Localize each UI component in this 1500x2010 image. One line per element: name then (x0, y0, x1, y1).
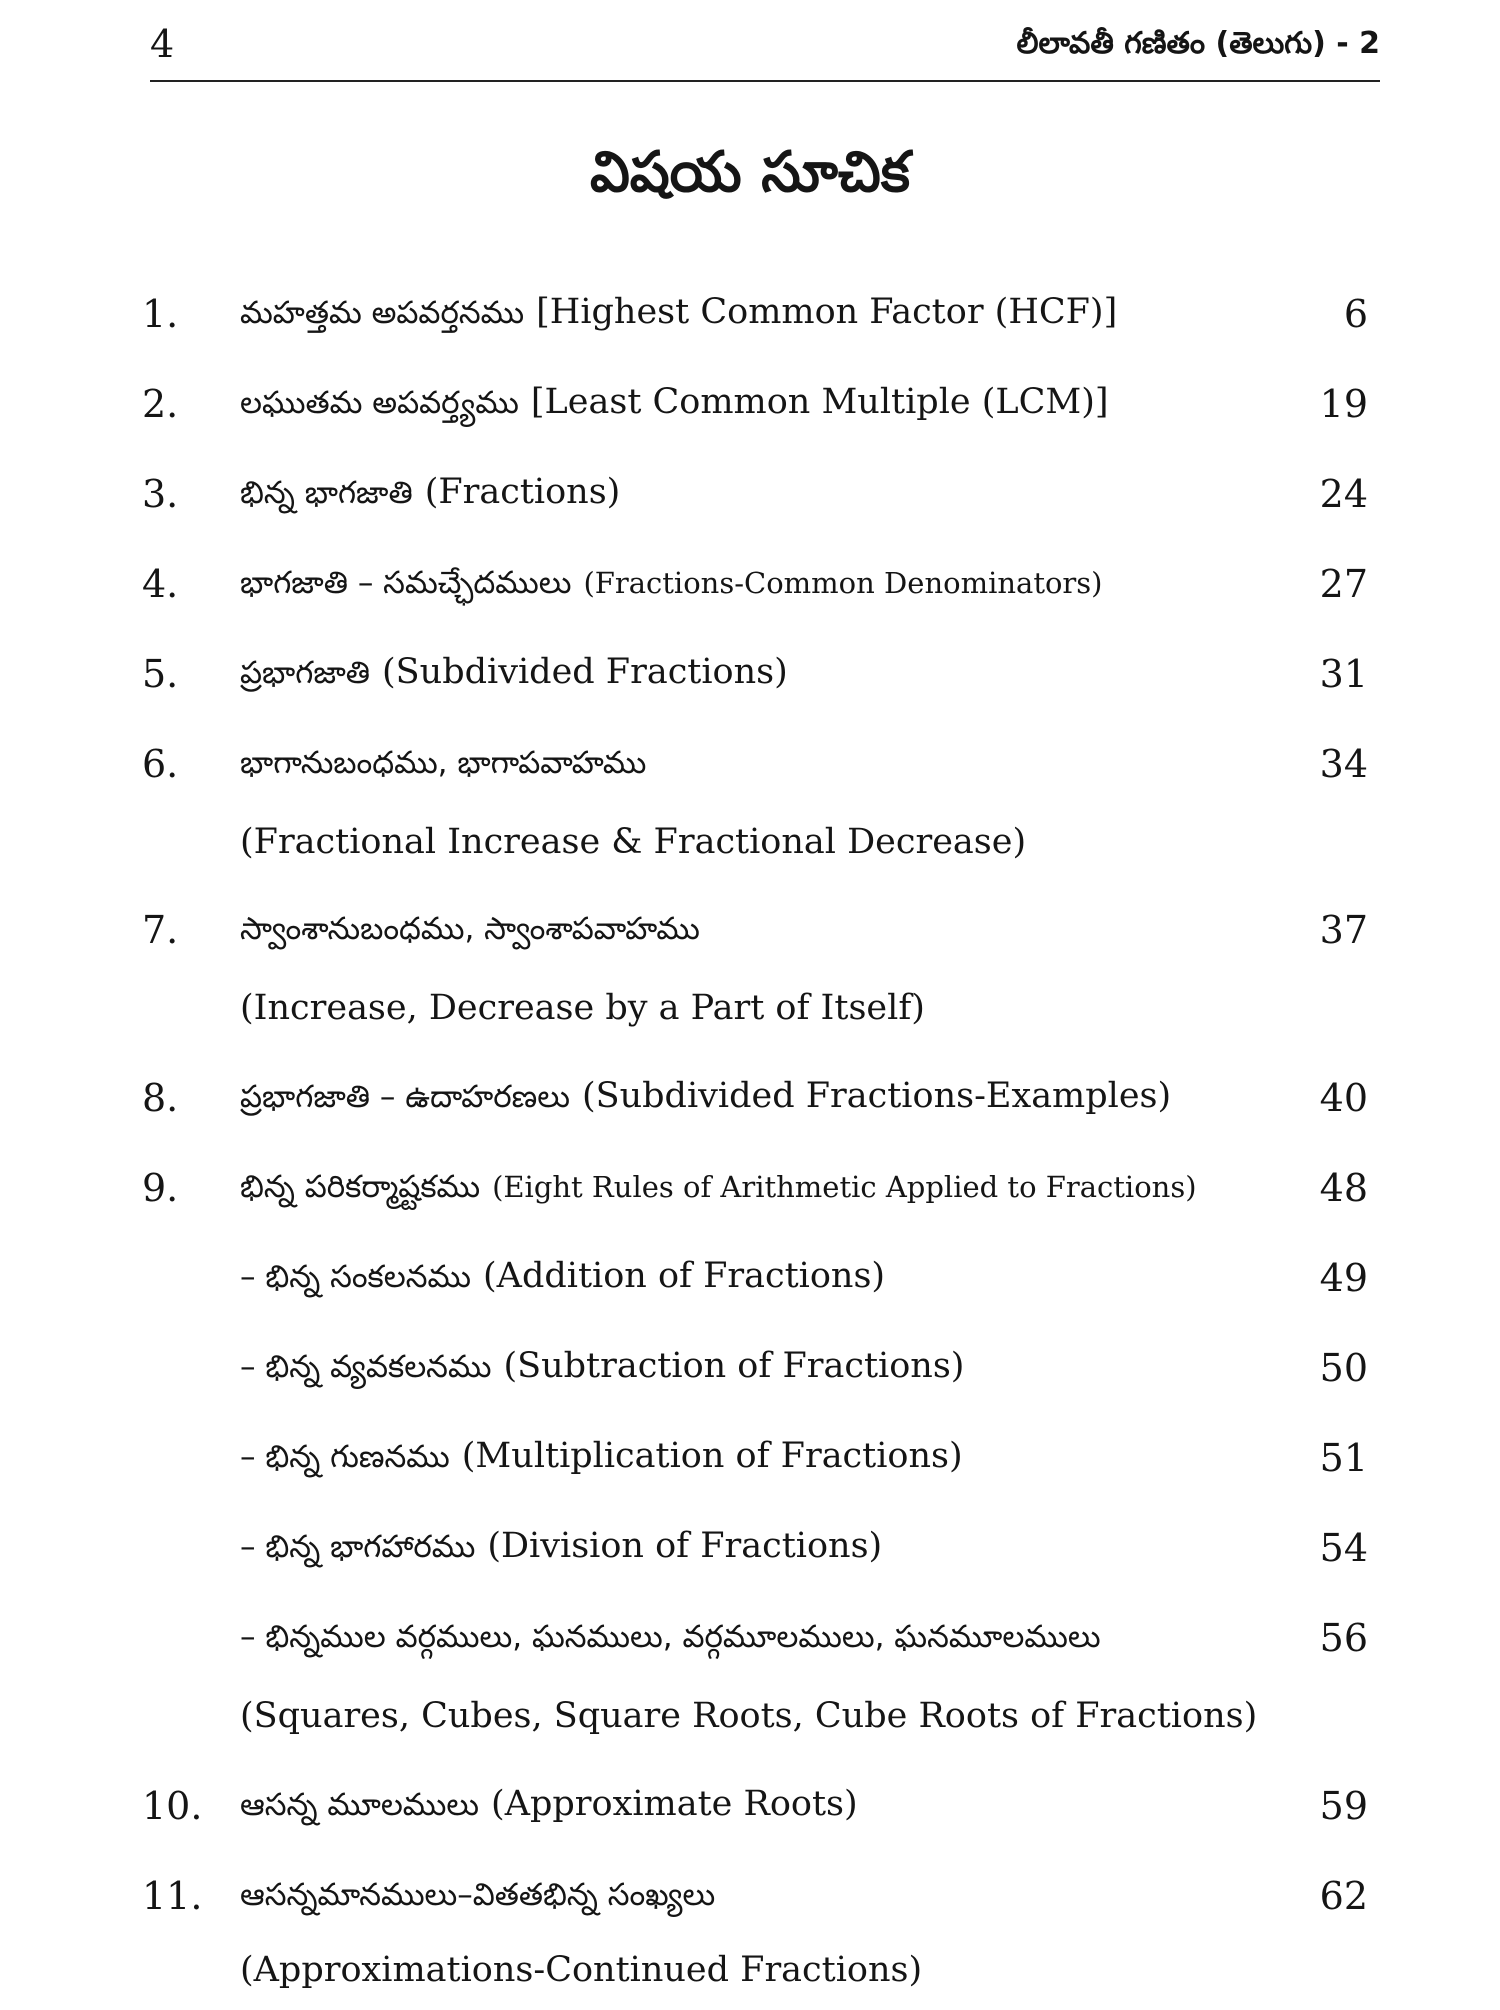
entry-title-telugu: – భిన్న భాగహారము (240, 1529, 476, 1565)
entry-title (240, 472, 1290, 518)
entry-title (240, 1874, 1290, 1920)
entry-page: 24 (1319, 472, 1368, 516)
entry-title-telugu: – భిన్న వ్యవకలనము (240, 1349, 492, 1385)
entry-page: 40 (1319, 1076, 1368, 1120)
entry-number: 7. (142, 908, 179, 952)
entry-title (240, 1616, 1290, 1662)
entry-title-english: (Addition of Fractions) (483, 1256, 886, 1296)
toc-entry-8[interactable] (0, 1076, 1500, 1136)
toc-entry-1[interactable] (0, 292, 1500, 352)
entry-title-english: (Eight Rules of Arithmetic Applied to Fractions) (492, 1170, 1197, 1204)
entry-title-telugu: భిన్న భాగజాతి (240, 475, 413, 511)
entry-page: 62 (1319, 1874, 1368, 1918)
entry-title-telugu: భాగానుబంధము, భాగాపవాహము (240, 745, 647, 781)
entry-number: 9. (142, 1166, 179, 1210)
toc-entry-6-continuation (0, 822, 1500, 882)
entry-title (240, 908, 1290, 954)
entry-page: 54 (1319, 1526, 1368, 1570)
entry-number: 11. (142, 1874, 203, 1918)
entry-title (240, 292, 1290, 338)
entry-title-english: [Highest Common Factor (HCF)] (536, 292, 1118, 332)
toc-entry-9[interactable] (0, 1166, 1500, 1226)
toc-entry-7[interactable] (0, 908, 1500, 968)
entry-page: 56 (1319, 1616, 1368, 1660)
toc-title: విషయ సూచిక (589, 140, 911, 205)
toc-entry-6[interactable] (0, 742, 1500, 802)
entry-title (240, 1346, 1290, 1392)
entry-number: 5. (142, 652, 179, 696)
entry-page: 27 (1319, 562, 1368, 606)
entry-number: 8. (142, 1076, 179, 1120)
entry-page: 48 (1319, 1166, 1368, 1210)
entry-number: 6. (142, 742, 179, 786)
entry-page: 49 (1319, 1256, 1368, 1300)
toc-entry-4[interactable] (0, 562, 1500, 622)
entry-title-telugu: – భిన్న గుణనము (240, 1439, 450, 1475)
entry-title-english: (Approximations-Continued Fractions) (240, 1950, 923, 1990)
toc-subentry-subtraction[interactable] (0, 1346, 1500, 1406)
entry-title (240, 1076, 1290, 1122)
entry-number: 1. (142, 292, 179, 336)
entry-title-english: (Fractional Increase & Fractional Decrease) (240, 822, 1027, 862)
entry-page: 50 (1319, 1346, 1368, 1390)
toc-subentry-multiplication[interactable] (0, 1436, 1500, 1496)
entry-number: 4. (142, 562, 179, 606)
entry-page: 6 (1343, 292, 1368, 336)
entry-number: 10. (142, 1784, 203, 1828)
entry-title (240, 1526, 1290, 1572)
toc-subentry-addition[interactable] (0, 1256, 1500, 1316)
entry-title-telugu: భిన్న పరికర్మాష్టకము (240, 1169, 481, 1205)
entry-title-telugu: ప్రభాగజాతి – ఉదాహరణలు (240, 1079, 570, 1115)
entry-number: 3. (142, 472, 179, 516)
toc-entry-5[interactable] (0, 652, 1500, 712)
entry-page: 59 (1319, 1784, 1368, 1828)
entry-title-telugu: లఘుతమ అపవర్త్యము (240, 385, 519, 421)
entry-page: 51 (1319, 1436, 1368, 1480)
running-title: లీలావతీ గణితం (తెలుగు) - 2 (1016, 26, 1380, 61)
entry-title-english: (Squares, Cubes, Square Roots, Cube Roots of Fractions) (240, 1696, 1258, 1736)
entry-title-telugu: – భిన్నముల వర్గములు, ఘనములు, వర్గమూలములు, ఘనమూలములు (240, 1619, 1101, 1655)
entry-number: 2. (142, 382, 179, 426)
entry-page: 37 (1319, 908, 1368, 952)
entry-title-english: (Fractions-Common Denominators) (583, 566, 1103, 600)
entry-title (240, 1784, 1290, 1830)
entry-title-english: (Subdivided Fractions) (382, 652, 788, 692)
entry-page: 34 (1319, 742, 1368, 786)
page-number: 4 (150, 22, 175, 66)
entry-title-english: (Approximate Roots) (491, 1784, 858, 1824)
toc-entry-3[interactable] (0, 472, 1500, 532)
toc-subentry-division[interactable] (0, 1526, 1500, 1586)
toc-entry-2[interactable] (0, 382, 1500, 442)
entry-title (240, 1166, 1290, 1212)
entry-title-telugu: భాగజాతి – సమచ్ఛేదములు (240, 565, 572, 601)
entry-title-english: (Increase, Decrease by a Part of Itself) (240, 988, 925, 1028)
entry-title-english: (Multiplication of Fractions) (461, 1436, 963, 1476)
entry-page: 19 (1319, 382, 1368, 426)
entry-title-english: [Least Common Multiple (LCM)] (530, 382, 1109, 422)
entry-title-telugu: ఆసన్న మూలములు (240, 1787, 480, 1823)
toc-entry-11[interactable] (0, 1874, 1500, 1934)
entry-title-english: (Subdivided Fractions-Examples) (581, 1076, 1172, 1116)
entry-title-telugu: – భిన్న సంకలనము (240, 1259, 472, 1295)
toc-entry-7-continuation (0, 988, 1500, 1048)
entry-title-telugu: స్వాంశానుబంధము, స్వాంశాపవాహము (240, 911, 700, 947)
toc-entry-10[interactable] (0, 1784, 1500, 1844)
entry-title-english: (Subtraction of Fractions) (503, 1346, 965, 1386)
entry-title (240, 562, 1290, 608)
entry-title-telugu: ఆసన్నమానములు–వితతభిన్న సంఖ్యలు (240, 1877, 716, 1913)
entry-title (240, 382, 1290, 428)
toc-subentry-squares-cubes[interactable] (0, 1616, 1500, 1676)
entry-title (240, 652, 1290, 698)
entry-title (240, 742, 1290, 788)
entry-title-telugu: మహత్తమ అపవర్తనము (240, 295, 525, 331)
entry-page: 31 (1319, 652, 1368, 696)
entry-title-telugu: ప్రభాగజాతి (240, 655, 371, 691)
toc-subentry-squares-cubes-continuation (0, 1696, 1500, 1756)
entry-title-english: (Fractions) (424, 472, 621, 512)
toc-entry-11-continuation (0, 1950, 1500, 2010)
entry-title (240, 1256, 1290, 1302)
entry-title-english: (Division of Fractions) (487, 1526, 883, 1566)
entry-title (240, 1436, 1290, 1482)
